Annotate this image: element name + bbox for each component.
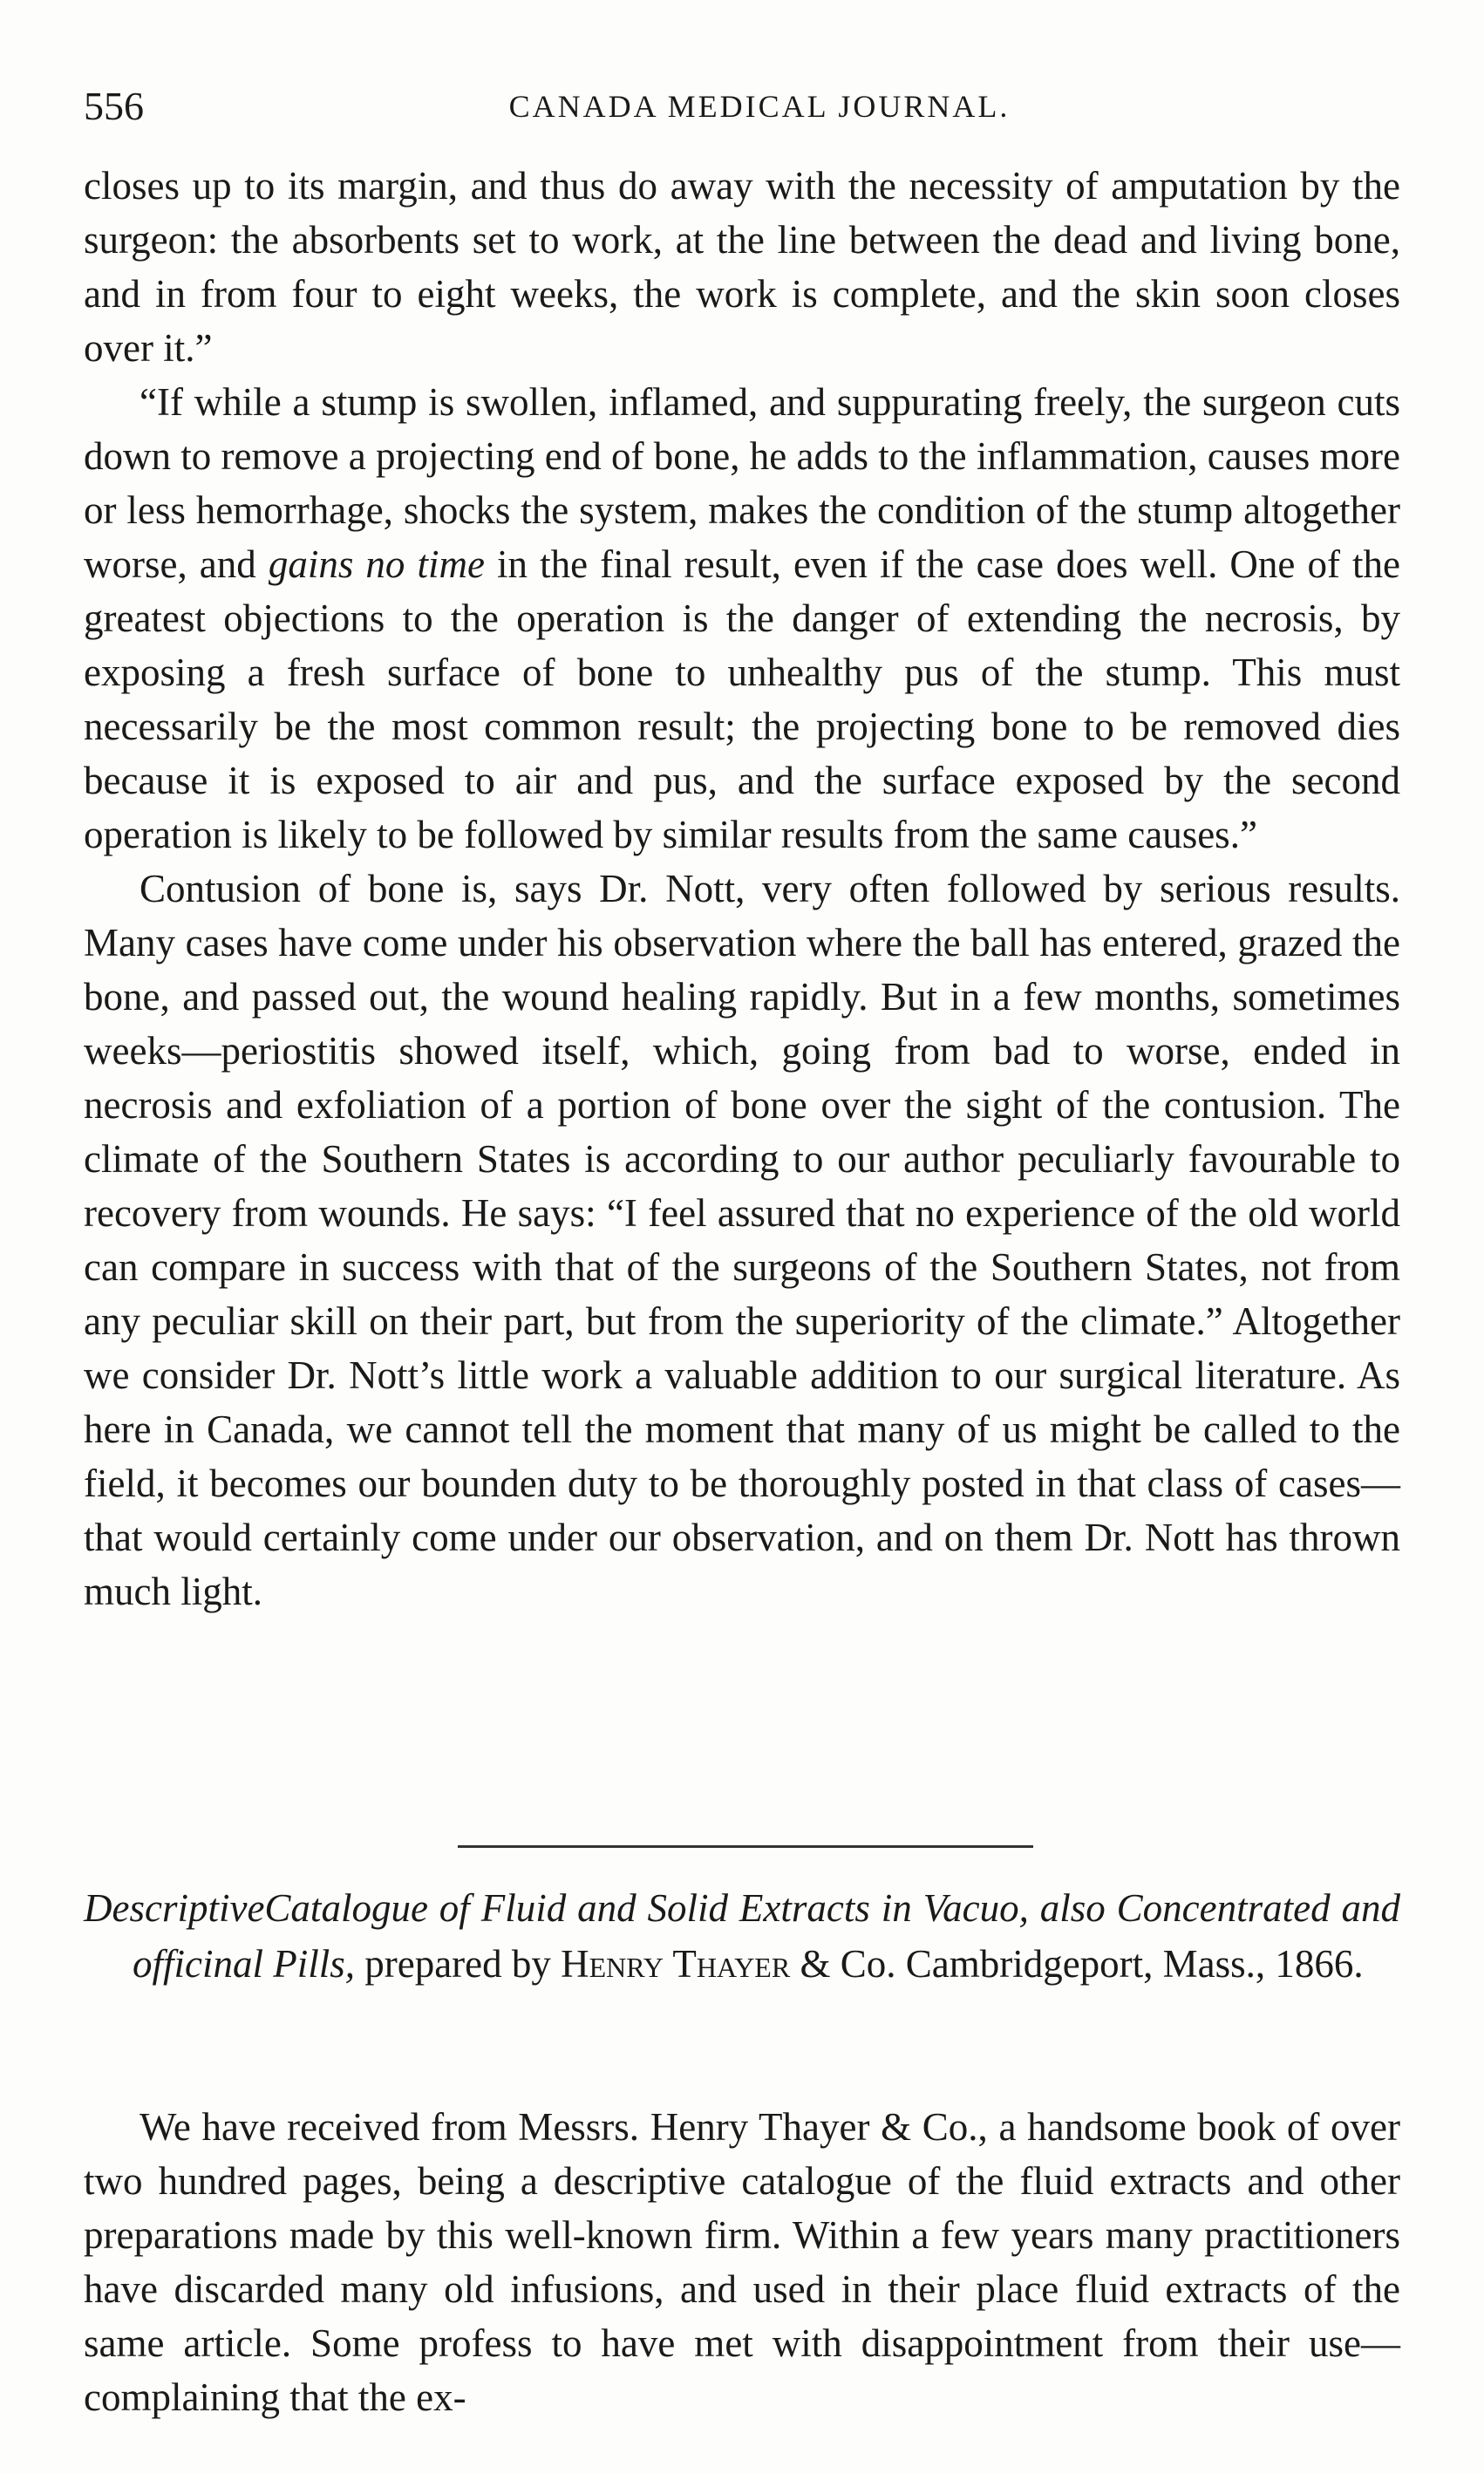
review-body xyxy=(84,2100,1400,2424)
paragraph: Contusion of bone is, says Dr. Nott, very often followed by serious results. Many cases have come under his observation where the ball has entered, grazed the bone, and passed out, the wound healing rapidly. But in a few months, sometimes weeks—periostitis showed itself, which, going from bad to worse, ended in necrosis and exfoliation of a portion of bone over the sight of the contusion. The climate of the Southern States is according to our author peculiarly favourable to recovery from wounds. He says: “I feel assured that no experience of the old world can compare in success with that of the surgeons of the Southern States, not from any peculiar skill on their part, but from the superiority of the climate.” Altogether we consider Dr. Nott’s little work a valuable addition to our surgical literature. As here in Canada, we cannot tell the moment that many of us might be called to the field, it becomes our bounden duty to be thoroughly posted in that class of cases—that would certainly come under our observation, and on them Dr. Nott has thrown much light. xyxy=(84,867,1400,1613)
paragraph: We have received from Messrs. Henry Thayer & Co., a handsome book of over two hundred pages, being a descriptive catalogue of the fluid extracts and other preparations made by this well-known firm. Within a few years many practitioners have discarded many old infusions, and used in their place fluid extracts of the same article. Some profess to have met with disappointment from their use—complaining that the ex- xyxy=(84,2105,1400,2419)
review-title: DescriptiveCatalogue of Fluid and Solid Extracts in Vacuo, also Concentrated and officinal Pills, xyxy=(84,1886,1400,1986)
review-prepared-by: prepared by xyxy=(355,1942,562,1986)
section-divider xyxy=(458,1845,1033,1848)
paragraph xyxy=(84,375,1400,862)
page-number: 556 xyxy=(84,84,144,128)
journal-title: CANADA MEDICAL JOURNAL. xyxy=(508,89,1011,124)
review-publisher: Henry Thayer xyxy=(561,1942,791,1986)
review-publisher-rest: & Co. Cambridgeport, Mass., 1866. xyxy=(790,1942,1364,1986)
review-heading xyxy=(84,1880,1400,1992)
article-body xyxy=(84,159,1400,1619)
italic-phrase: gains no time xyxy=(268,542,485,586)
paragraph-text: “If while a stump is swollen, inflamed, and suppurating freely, the surgeon cuts down to remove a projecting end of bone, he adds to the inflammation, causes more or less hemorrhage, shocks the system, makes the condition of the stump altogether worse, and xyxy=(84,380,1400,586)
paragraph-text: in the final result, even if the case does well. One of the greatest objections to the operation is the danger of extending the necrosis, by exposing a fresh surface of bone to unhealthy pus of the stump. This must necessarily be the most common result; the projecting bone to be removed dies because it is exposed to air and pus, and the surface exposed by the second operation is likely to be followed by similar results from the same causes.” xyxy=(84,542,1400,856)
running-head xyxy=(84,80,1400,133)
paragraph: closes up to its margin, and thus do away with the necessity of amputation by the surgeon: the absorbents set to work, at the line between the dead and living bone, and in from four to eight weeks, the work is complete, and the skin soon closes over it.” xyxy=(84,164,1400,370)
